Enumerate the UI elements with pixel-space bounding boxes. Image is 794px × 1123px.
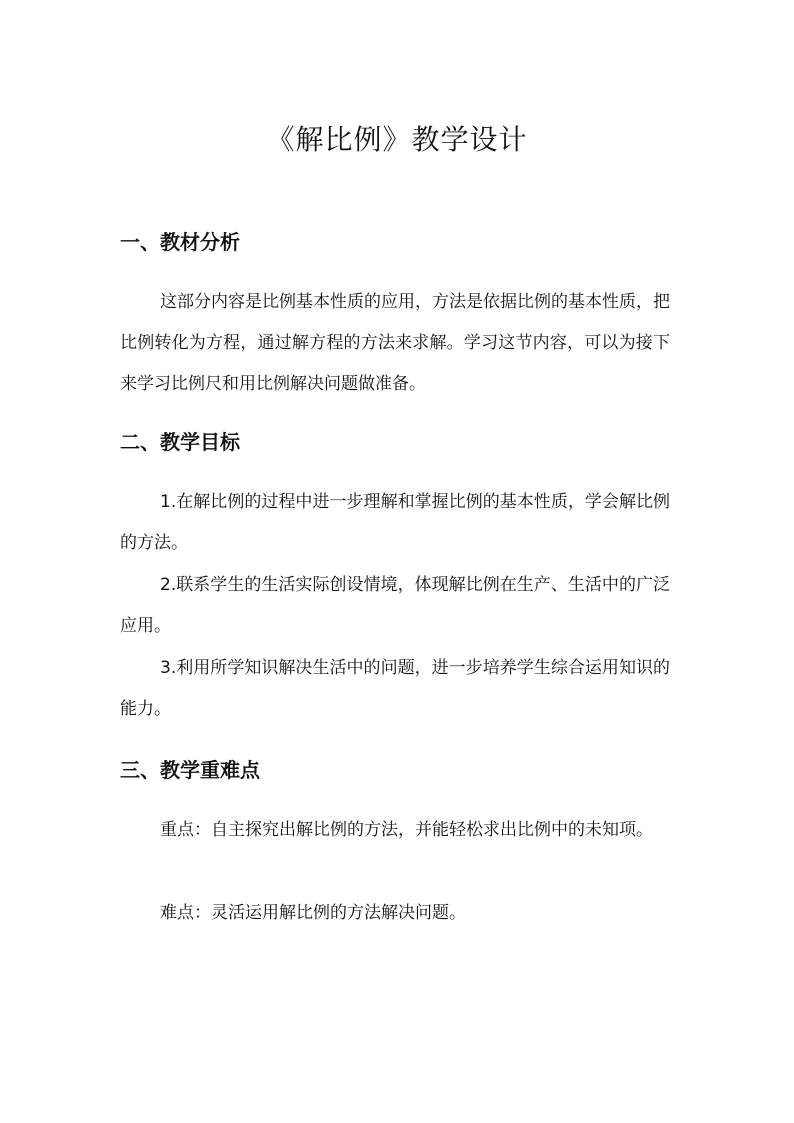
section-heading-key-points: 三、教学重难点 — [120, 758, 260, 782]
document-title: 《解比例》教学设计 — [266, 123, 528, 156]
section-paragraph: 这部分内容是比例基本性质的应用，方法是依据比例的基本性质，把比例转化为方程，通过解方程的方法来求解。学习这节内容，可以为接下来学习比例尺和用比例解决问题做准备。 — [120, 292, 670, 394]
section-heading-teaching-goals: 二、教学目标 — [120, 430, 240, 454]
goal-item-2: 2.联系学生的生活实际创设情境，体现解比例在生产、生活中的广泛应用。 — [120, 575, 670, 636]
section-heading-textbook-analysis: 一、教材分析 — [120, 230, 240, 254]
key-point-item: 重点：自主探究出解比例的方法，并能轻松求出比例中的未知项。 — [160, 820, 653, 840]
difficult-point-item: 难点：灵活运用解比例的方法解决问题。 — [160, 903, 466, 923]
goal-item-1: 1.在解比例的过程中进一步理解和掌握比例的基本性质，学会解比例的方法。 — [120, 492, 670, 553]
goal-item-3: 3.利用所学知识解决生活中的问题，进一步培养学生综合运用知识的能力。 — [120, 658, 670, 719]
